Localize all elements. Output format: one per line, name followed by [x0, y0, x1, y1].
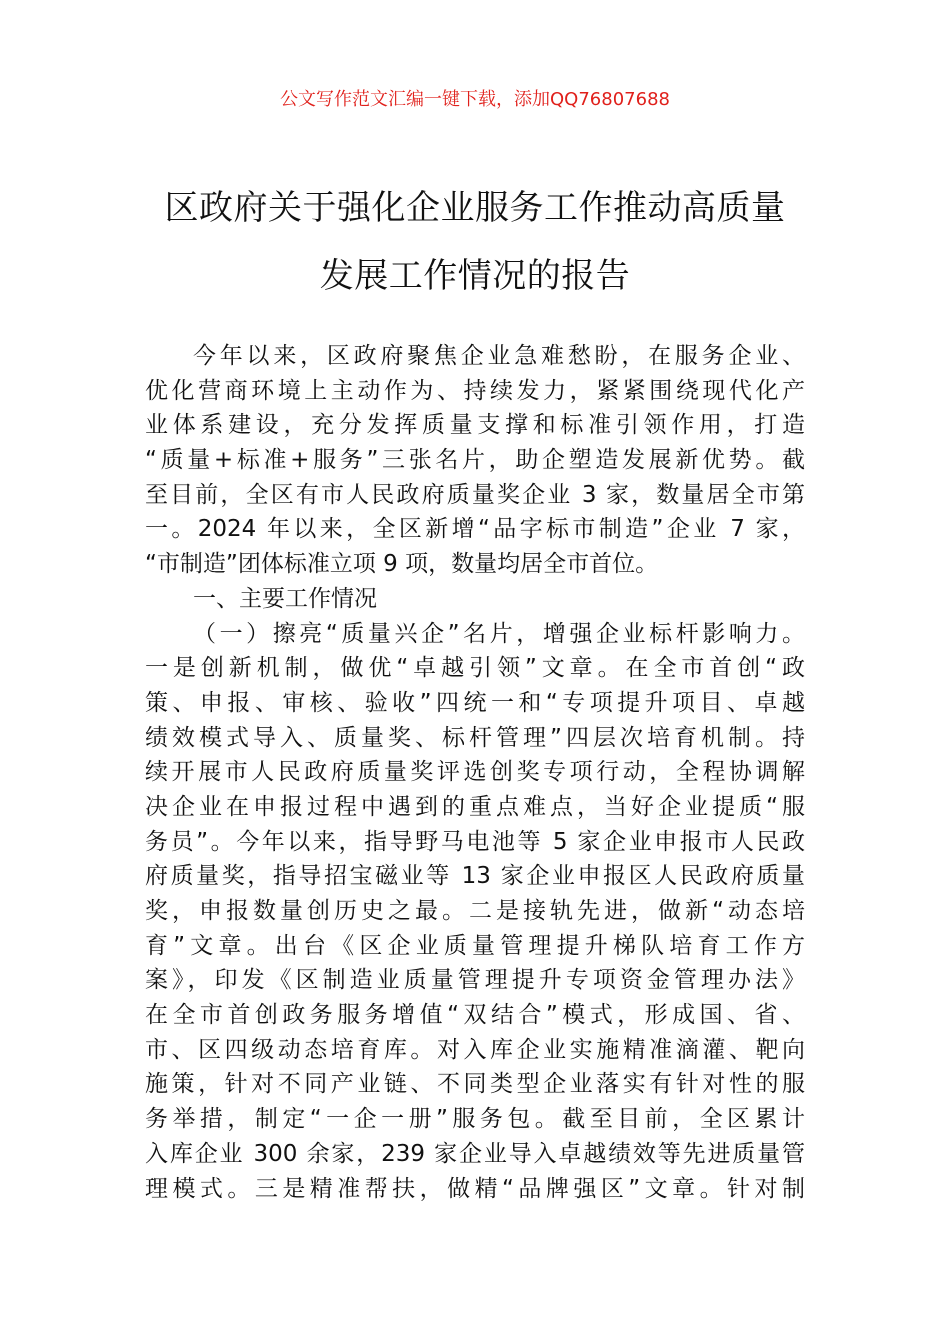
- text-line: 在全市首创政务服务增值“双结合”模式，形成国、省、: [145, 1002, 805, 1029]
- text-line: 奖，申报数量创历史之最。二是接轨先进，做新“动态培: [145, 898, 805, 924]
- text-line: 业体系建设，充分发挥质量支撑和标准引领作用，打造: [145, 412, 805, 439]
- text-line: 理模式。三是精准帮扶，做精“品牌强区”文章。针对制: [145, 1175, 805, 1202]
- text-line: 今年以来，区政府聚焦企业急难愁盼，在服务企业、: [193, 343, 805, 369]
- document-title-line-1: 区政府关于强化企业服务工作推动高质量: [164, 188, 786, 228]
- text-line: 府质量奖，指导招宝磁业等 13 家企业申报区人民政府质量: [145, 863, 805, 890]
- text-line: 优化营商环境上主动作为、持续发力，紧紧围绕现代化产: [145, 377, 805, 404]
- text-line: 入库企业 300 余家，239 家企业导入卓越绩效等先进质量管: [145, 1140, 805, 1167]
- text-line: 务举措，制定“一企一册”服务包。截至目前，全区累计: [145, 1106, 805, 1133]
- text-line: “质量+标准+服务”三张名片，助企塑造发展新优势。截: [145, 447, 805, 474]
- text-line: 施策，针对不同产业链、不同类型企业落实有针对性的服: [145, 1071, 805, 1098]
- text-line: 务员”。今年以来，指导野马电池等 5 家企业申报市人民政: [145, 828, 805, 855]
- document-title-line-2: 发展工作情况的报告: [319, 256, 631, 296]
- text-line: 市、区四级动态培育库。对入库企业实施精准滴灌、靶向: [145, 1036, 805, 1063]
- text-line: 策、申报、审核、验收”四统一和“专项提升项目、卓越: [145, 689, 805, 716]
- text-line: 续开展市人民政府质量奖评选创奖专项行动，全程协调解: [145, 759, 805, 786]
- text-line: 决企业在申报过程中遇到的重点难点，当好企业提质“服: [145, 793, 805, 820]
- text-line: 至目前，全区有市人民政府质量奖企业 3 家，数量居全市第: [145, 481, 805, 508]
- document-body: [145, 339, 805, 1206]
- text-line: 绩效模式导入、质量奖、标杆管理”四层次培育机制。持: [145, 724, 805, 751]
- text-line: 一。2024 年以来，全区新增“品字标市制造”企业 7 家，: [145, 516, 805, 543]
- text-line: 一是创新机制，做优“卓越引领”文章。在全市首创“政: [145, 655, 805, 682]
- text-line: （一）擦亮“质量兴企”名片，增强企业标杆影响力。: [193, 620, 805, 647]
- text-line: 育”文章。出台《区企业质量管理提升梯队培育工作方: [145, 932, 805, 959]
- text-line: 案》，印发《区制造业质量管理提升专项资金管理办法》: [145, 967, 805, 994]
- download-banner: 公文写作范文汇编一键下载，添加QQ76807688: [280, 89, 670, 110]
- text-line: “市制造”团体标准立项 9 项，数量均居全市首位。: [145, 551, 659, 578]
- text-line: 一、主要工作情况: [193, 585, 377, 612]
